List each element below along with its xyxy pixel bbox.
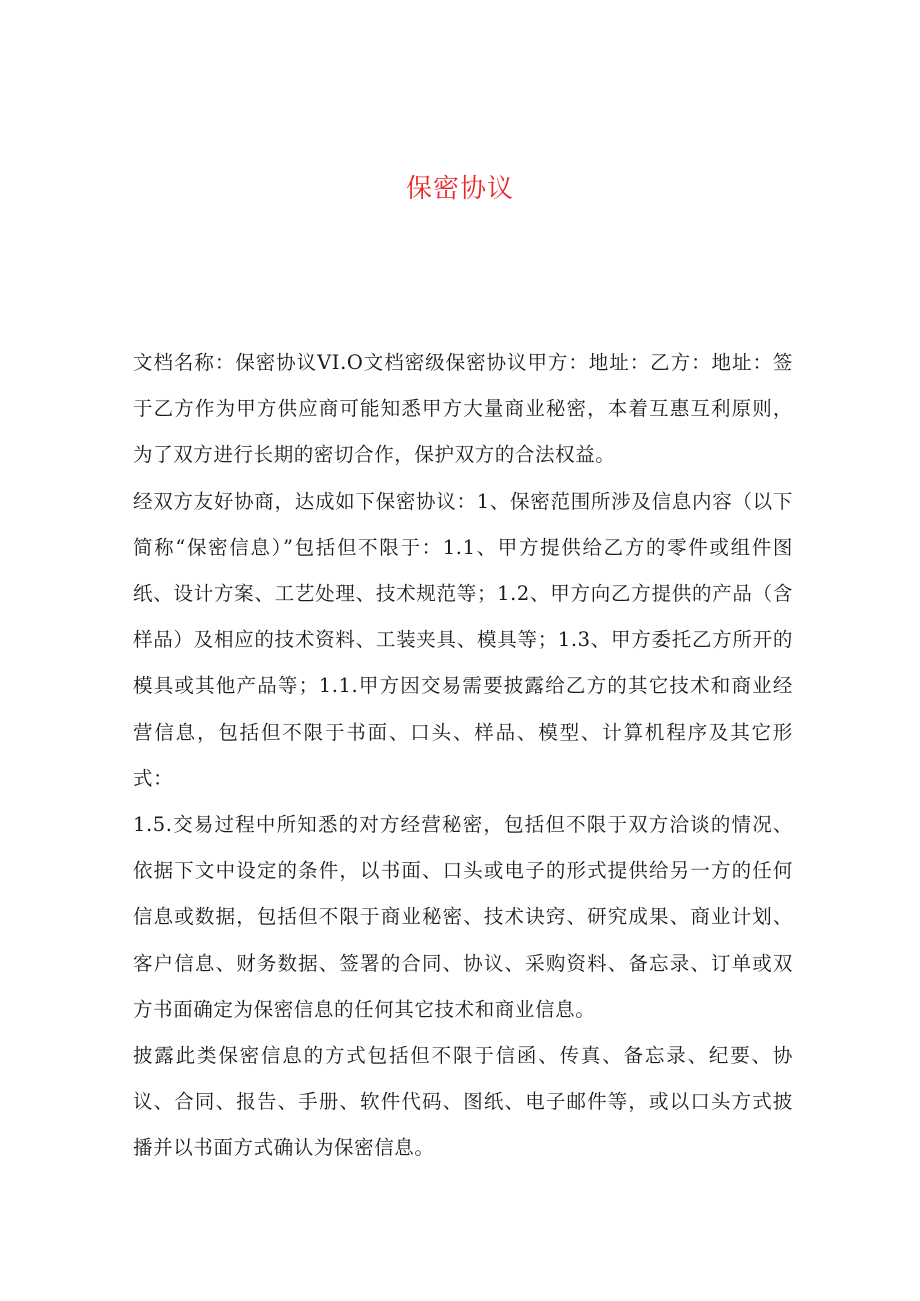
paragraph-3: 1.5.交易过程中所知悉的对方经营秘密，包括但不限于双方洽谈的情况、依据下文中设定的条件，以书面、口头或电子的形式提供给另一方的任何信息或数据，包括但不限于商业秘密、技术诀窍、研究成果、商业计划、客户信息、财务数据、签署的合同、协议、采购资料、备忘录、订单或双方书面确定为保密信息的任何其它技术和商业信息。	[133, 813, 793, 1021]
document-body	[133, 340, 793, 1172]
paragraph-2: 经双方友好协商，达成如下保密协议：1、保密范围所涉及信息内容（以下简称“保密信息）”包括但不限于：1.1、甲方提供给乙方的零件或组件图纸、设计方案、工艺处理、技术规范等；1.2、甲方向乙方提供的产品（含样品）及相应的技术资料、工装夹具、模具等；1.3、甲方委托乙方所开的模具或其他产品等；1.1.甲方因交易需要披露给乙方的其它技术和商业经营信息，包括但不限于书面、口头、样品、模型、计算机程序及其它形式：	[133, 489, 793, 790]
document-title: 保密协议	[405, 174, 514, 204]
paragraph-4: 披露此类保密信息的方式包括但不限于信函、传真、备忘录、纪要、协议、合同、报告、手册、软件代码、图纸、电子邮件等，或以口头方式披播并以书面方式确认为保密信息。	[133, 1044, 793, 1160]
paragraph-1: 文档名称：保密协议VI.O文档密级保密协议甲方：地址：乙方：地址：签于乙方作为甲方供应商可能知悉甲方大量商业秘密，本着互惠互利原则，为了双方进行长期的密切合作，保护双方的合法权益。	[133, 351, 793, 467]
